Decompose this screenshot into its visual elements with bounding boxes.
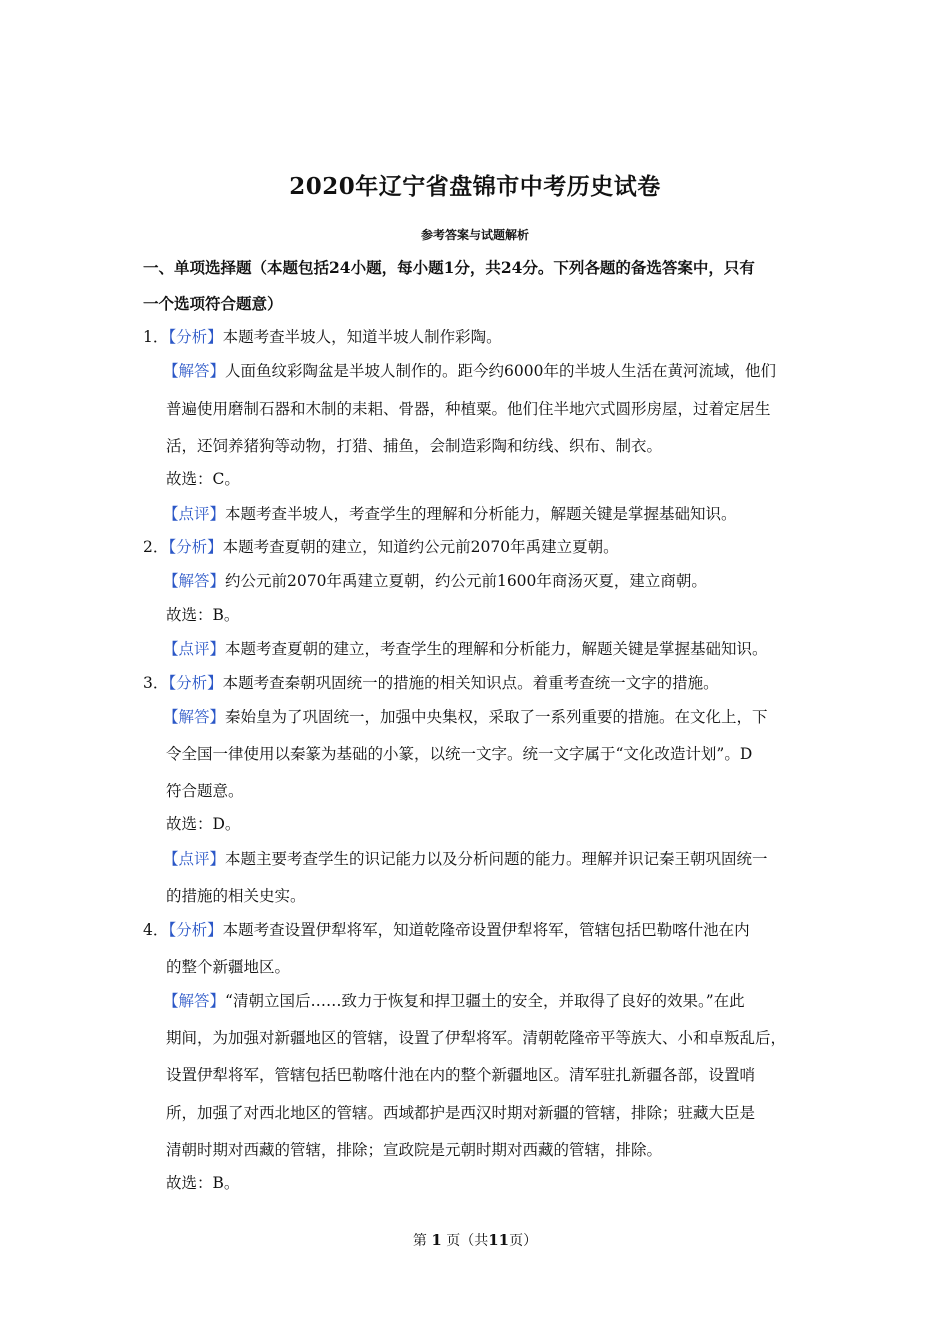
q2-choice: 故选：B。	[166, 606, 240, 624]
answer-tag: 【解答】	[163, 572, 226, 590]
analysis-text: 本题考查半坡人，知道半坡人制作彩陶。	[222, 328, 502, 346]
answer-tag: 【解答】	[163, 362, 226, 380]
current-page-number: 1	[431, 1231, 442, 1249]
page-footer	[0, 1230, 950, 1250]
total-page-count: 11	[488, 1231, 510, 1249]
q4-answer-line-3: 设置伊犁将军，管辖包括巴勒喀什池在内的整个新疆地区。清军驻扎新疆各部，设置哨	[166, 1066, 756, 1084]
q4-answer-line-2: 期间，为加强对新疆地区的管辖，设置了伊犁将军。清朝乾隆帝平等族大、小和卓叛乱后，	[166, 1029, 787, 1047]
section-heading-line-2: 一个选项符合题意）	[143, 294, 283, 313]
question-number: 1．	[143, 328, 169, 346]
question-number: 3．	[143, 674, 169, 692]
q3-answer-line-2: 令全国一律使用以秦篆为基础的小篆，以统一文字。统一文字属于“文化改造计划”。D	[166, 745, 753, 763]
section-heading-line-1: 一、单项选择题（本题包括24小题，每小题1分，共24分。下列各题的备选答案中，只有	[143, 258, 755, 277]
q2-comment	[163, 637, 768, 659]
q1-answer-line-1	[163, 359, 776, 381]
question-number: 4．	[143, 921, 169, 939]
comment-text: 本题主要考查学生的识记能力以及分析问题的能力。理解并识记秦王朝巩固统一	[225, 850, 768, 868]
analysis-text: 本题考查秦朝巩固统一的措施的相关知识点。着重考查统一文字的措施。	[222, 674, 719, 692]
answer-text: 人面鱼纹彩陶盆是半坡人制作的。距今约6000年的半坡人生活在黄河流域，他们	[225, 362, 776, 380]
q3-answer-line-3: 符合题意。	[166, 782, 244, 800]
q4-choice: 故选：B。	[166, 1174, 240, 1192]
q1-comment	[163, 502, 737, 524]
document-subtitle: 参考答案与试题解析	[420, 228, 529, 242]
analysis-text: 本题考查夏朝的建立，知道约公元前2070年禹建立夏朝。	[222, 538, 619, 556]
q1-analysis	[143, 325, 502, 347]
q2-answer	[163, 569, 707, 591]
q4-analysis-line-1	[143, 918, 750, 940]
footer-suffix: 页）	[509, 1233, 538, 1249]
q3-analysis	[143, 671, 719, 693]
analysis-tag: 【分析】	[168, 538, 223, 556]
question-number: 2．	[143, 538, 169, 556]
answer-tag: 【解答】	[163, 992, 226, 1010]
analysis-tag: 【分析】	[168, 674, 223, 692]
q4-answer-line-4: 所，加强了对西北地区的管辖。西域都护是西汉时期对新疆的管辖，排除；驻藏大臣是	[166, 1104, 756, 1122]
analysis-tag: 【分析】	[168, 328, 223, 346]
q3-answer-line-1	[163, 705, 768, 727]
document-title: 2020年辽宁省盘锦市中考历史试卷	[289, 173, 661, 200]
q3-comment-line-1	[163, 847, 768, 869]
q1-choice: 故选：C。	[166, 470, 240, 488]
footer-prefix: 第	[412, 1233, 427, 1249]
comment-text: 本题考查夏朝的建立，考查学生的理解和分析能力，解题关键是掌握基础知识。	[225, 640, 768, 658]
answer-text: 秦始皇为了巩固统一，加强中央集权，采取了一系列重要的措施。在文化上，下	[225, 708, 768, 726]
answer-text: “清朝立国后……致力于恢复和捍卫疆土的安全，并取得了良好的效果。”在此	[225, 992, 745, 1010]
comment-tag: 【点评】	[163, 850, 226, 868]
comment-tag: 【点评】	[163, 640, 226, 658]
q1-answer-line-3: 活，还饲养猪狗等动物，打猎、捕鱼，会制造彩陶和纺线、织布、制衣。	[166, 437, 663, 455]
q4-answer-line-1	[163, 989, 745, 1011]
analysis-text: 本题考查设置伊犁将军，知道乾隆帝设置伊犁将军，管辖包括巴勒喀什池在内	[222, 921, 750, 939]
answer-tag: 【解答】	[163, 708, 226, 726]
q2-analysis	[143, 535, 619, 557]
q1-answer-line-2: 普遍使用磨制石器和木制的耒耜、骨器，种植粟。他们住半地穴式圆形房屋，过着定居生	[166, 400, 771, 418]
q3-comment-line-2: 的措施的相关史实。	[166, 887, 306, 905]
q4-analysis-line-2: 的整个新疆地区。	[166, 958, 291, 976]
q4-answer-line-5: 清朝时期对西藏的管辖，排除；宣政院是元朝时期对西藏的管辖，排除。	[166, 1141, 663, 1159]
comment-tag: 【点评】	[163, 505, 226, 523]
comment-text: 本题考查半坡人，考查学生的理解和分析能力，解题关键是掌握基础知识。	[225, 505, 737, 523]
analysis-tag: 【分析】	[168, 921, 223, 939]
q3-choice: 故选：D。	[166, 815, 241, 833]
footer-mid: 页（共	[446, 1233, 489, 1249]
answer-text: 约公元前2070年禹建立夏朝，约公元前1600年商汤灭夏，建立商朝。	[225, 572, 707, 590]
